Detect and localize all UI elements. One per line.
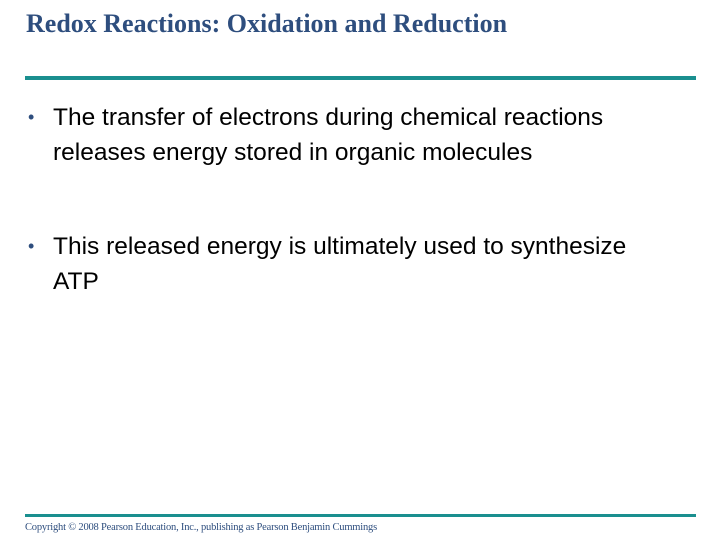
slide-title: Redox Reactions: Oxidation and Reduction <box>26 9 508 38</box>
bullet-marker: • <box>28 107 35 127</box>
bullet-item <box>28 229 668 299</box>
bullet-item <box>28 100 668 170</box>
bullet-text: The transfer of electrons during chemical reactions releases energy stored in organic molecules <box>53 104 604 166</box>
footer-divider <box>25 514 696 517</box>
copyright-footer: Copyright © 2008 Pearson Education, Inc., publishing as Pearson Benjamin Cummings <box>25 522 377 533</box>
bullet-text: This released energy is ultimately used to synthesize ATP <box>53 233 627 295</box>
bullet-marker: • <box>28 236 35 256</box>
